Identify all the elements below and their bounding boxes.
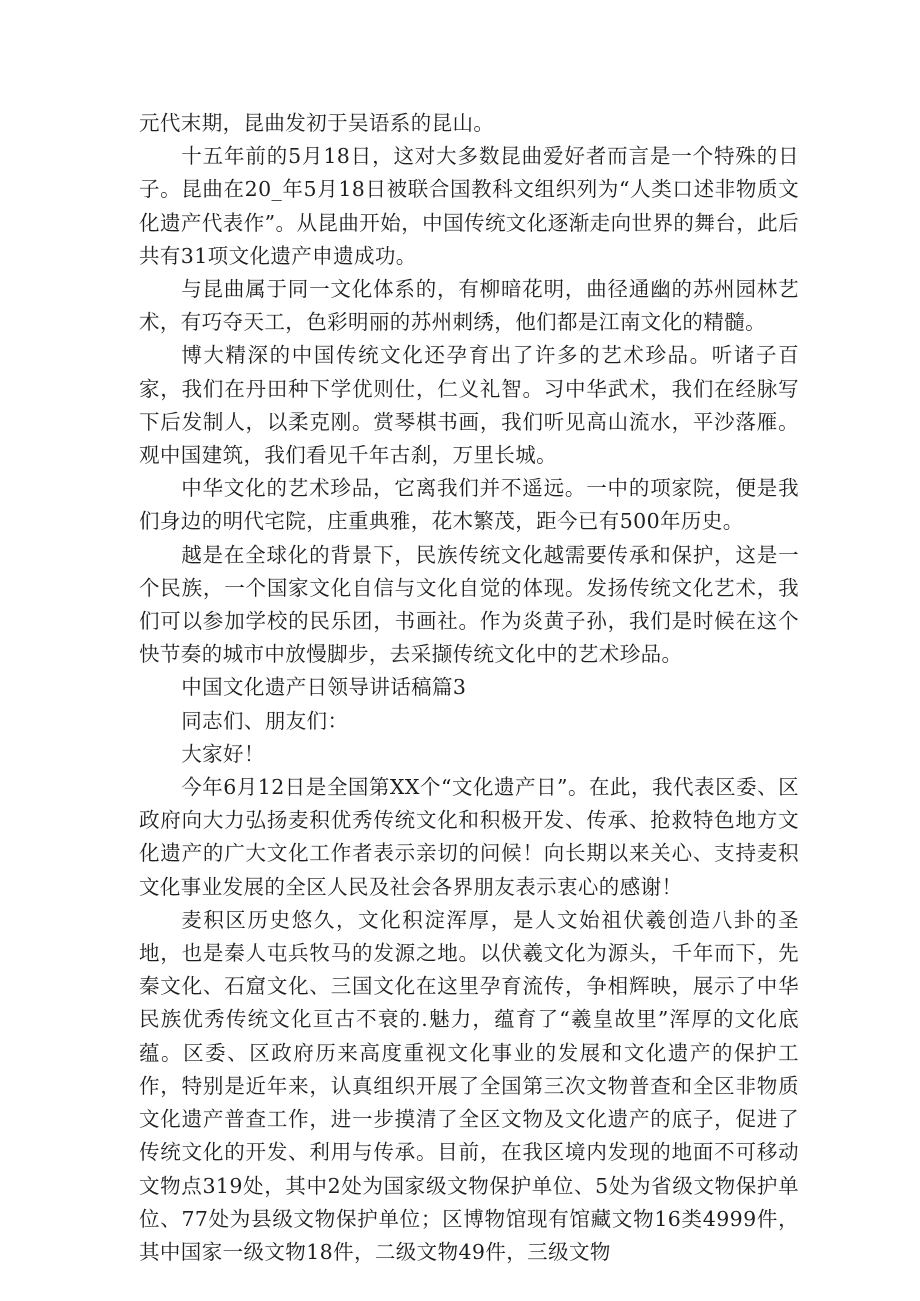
paragraph-globalization: 越是在全球化的背景下，民族传统文化越需要传承和保护，这是一个民族，一个国家文化自信与文化自觉的体现。发扬传统文化艺术，我们可以参加学校的民乐团，书画社。作为炎黄子孙，我们是时候在这个快节奏的城市中放慢脚步，去采撷传统文化中的艺术珍品。 <box>139 542 799 667</box>
section-heading: 中国文化遗产日领导讲话稿篇3 <box>181 675 467 700</box>
paragraph-suzhou-culture: 与昆曲属于同一文化体系的，有柳暗花明，曲径通幽的苏州园林艺术，有巧夺天工，色彩明丽的苏州刺绣，他们都是江南文化的精髓。 <box>139 277 799 335</box>
greeting: 大家好！ <box>181 741 265 766</box>
paragraph-yuan-dynasty: 元代末期，昆曲发初于吴语系的昆山。 <box>139 111 495 135</box>
paragraph-heritage-day: 今年6月12日是全国第XX个“文化遗产日”。在此，我代表区委、区政府向大力弘扬麦积优秀传统文化和积极开发、传承、抢救特色地方文化遗产的广大文化工作者表示亲切的问候！向长期以来关心、支持麦积文化事业发展的全区人民及社会各界朋友表示衷心的感谢！ <box>139 775 799 899</box>
salutation: 同志们、朋友们： <box>181 708 349 733</box>
paragraph-art-treasures: 博大精深的中国传统文化还孕育出了许多的艺术珍品。听诸子百家，我们在丹田种下学优则仕，仁义礼智。习中华武术，我们在经脉写下后发制人，以柔克刚。赏琴棋书画，我们听见高山流水，平沙落雁。观中国建筑，我们看见千年古刹，万里长城。 <box>139 343 799 468</box>
paragraph-kunqu-heritage: 十五年前的5月18日，这对大多数昆曲爱好者而言是一个特殊的日子。昆曲在20_年5月18日被联合国教科文组织列为“人类口述非物质文化遗产代表作”。从昆曲开始，中国传统文化逐渐走向世界的舞台，此后共有31项文化遗产申遗成功。 <box>139 144 799 268</box>
paragraph-maiji-history: 麦积区历史悠久，文化积淀浑厚，是人文始祖伏羲创造八卦的圣地，也是秦人屯兵牧马的发源之地。以伏羲文化为源头，千年而下，先秦文化、石窟文化、三国文化在这里孕育流传，争相辉映，展示了中华民族优秀传统文化亘古不衰的.魅力，蕴育了“羲皇故里”浑厚的文化底蕴。区委、区政府历来高度重视文化事业的发展和文化遗产的保护工作，特别是近年来，认真组织开展了全国第三次文物普查和全区非物质文化遗产普查工作，进一步摸清了全区文物及文化遗产的底子，促进了传统文化的开发、利用与传承。目前，在我区境内发现的地面不可移动文物点319处，其中2处为国家级文物保护单位、5处为省级文物保护单位、77处为县级文物保护单位；区博物馆现有馆藏文物16类4999件，其中国家一级文物18件，二级文物49件，三级文物 <box>139 907 799 1264</box>
paragraph-xiangjia-courtyard: 中华文化的艺术珍品，它离我们并不遥远。一中的项家院，便是我们身边的明代宅院，庄重典雅，花木繁茂，距今已有500年历史。 <box>139 476 799 534</box>
document-body <box>139 107 799 1269</box>
